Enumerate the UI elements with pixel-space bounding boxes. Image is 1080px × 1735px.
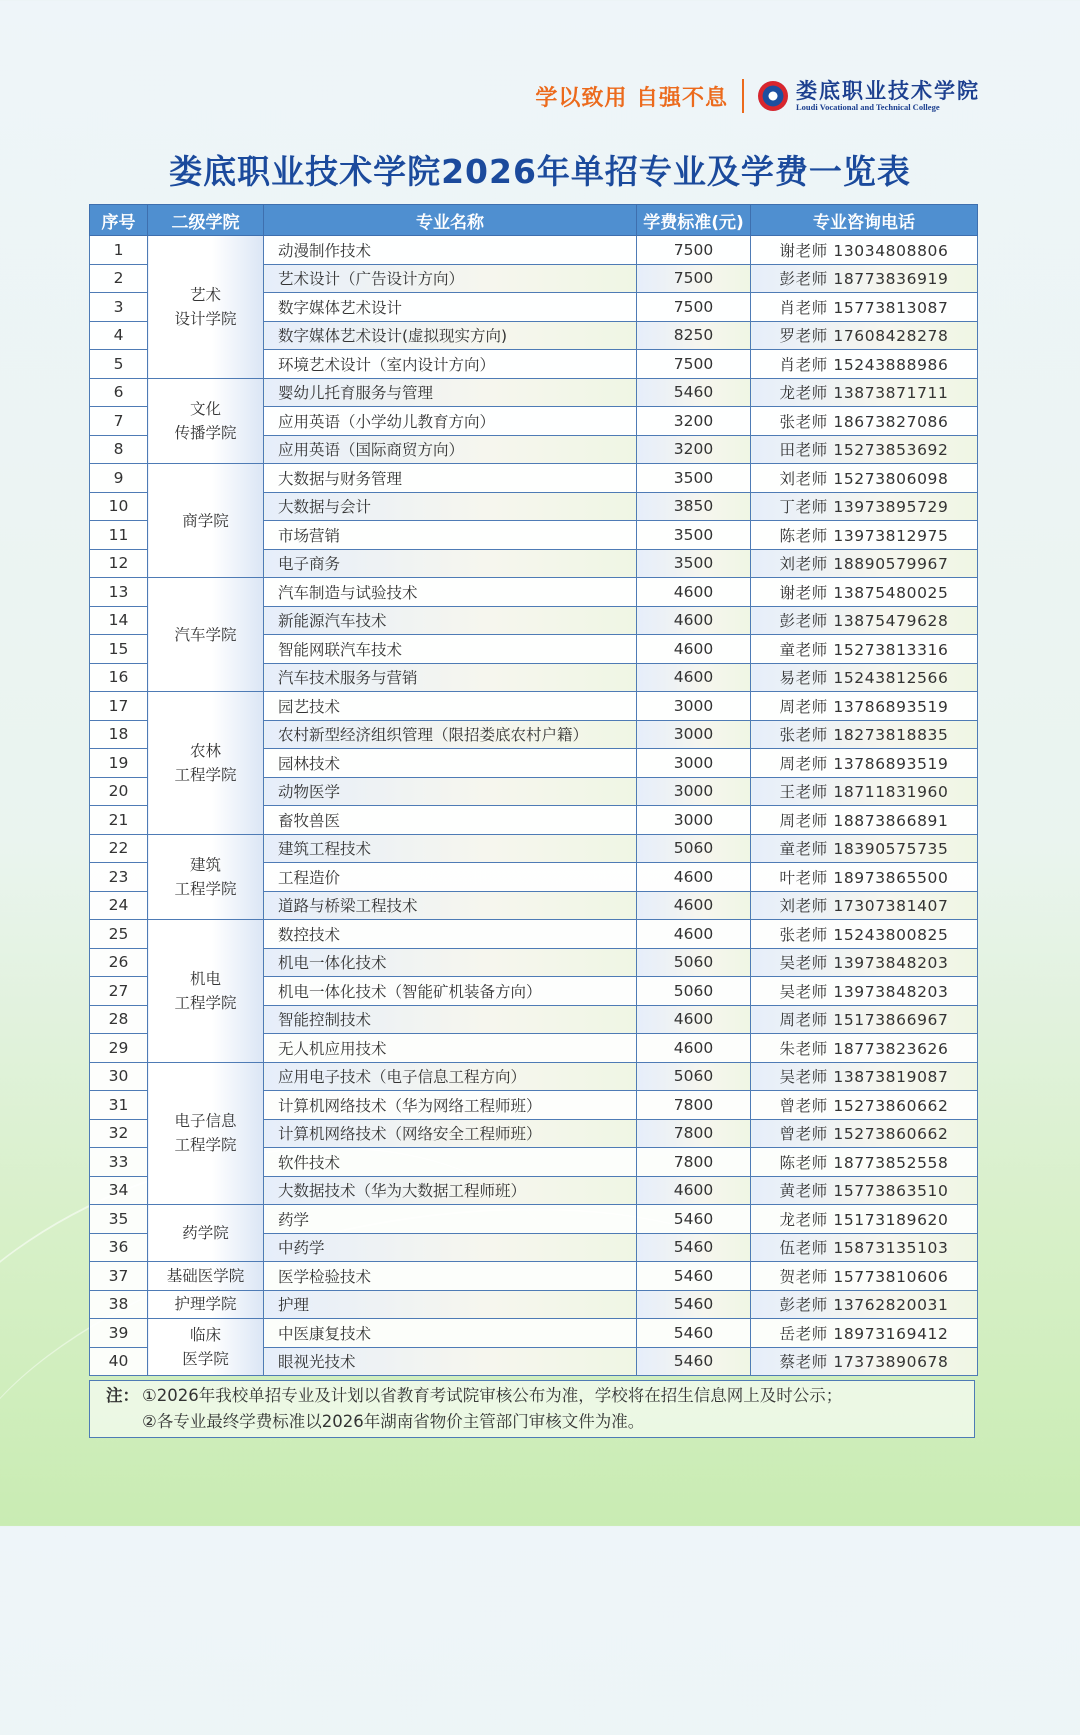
- cell-college: 护理学院: [148, 1290, 264, 1319]
- table-body: [90, 236, 978, 1376]
- cell-major: 工程造价: [264, 863, 637, 892]
- cell-no: 19: [90, 749, 148, 778]
- cell-fee: 4600: [637, 891, 751, 920]
- cell-college: 药学院: [148, 1205, 264, 1262]
- cell-major: 应用电子技术（电子信息工程方向）: [264, 1062, 637, 1091]
- cell-phone: 伍老师 15873135103: [751, 1233, 978, 1262]
- cell-major: 大数据与财务管理: [264, 464, 637, 493]
- footnote-text-1: ①2026年我校单招专业及计划以省教育考试院审核公布为准，学校将在招生信息网上及时公示；: [142, 1386, 843, 1405]
- cell-major: 应用英语（国际商贸方向）: [264, 435, 637, 464]
- cell-no: 23: [90, 863, 148, 892]
- cell-no: 38: [90, 1290, 148, 1319]
- cell-phone: 彭老师 13762820031: [751, 1290, 978, 1319]
- cell-phone: 谢老师 13875480025: [751, 578, 978, 607]
- cell-fee: 3850: [637, 492, 751, 521]
- footnote-label: 注：: [106, 1386, 139, 1405]
- cell-major: 市场营销: [264, 521, 637, 550]
- cell-major: 计算机网络技术（网络安全工程师班）: [264, 1119, 637, 1148]
- cell-major: 机电一体化技术（智能矿机装备方向）: [264, 977, 637, 1006]
- table-row: [90, 1290, 978, 1319]
- cell-major: 药学: [264, 1205, 637, 1234]
- major-fee-table: [89, 204, 978, 1376]
- cell-no: 28: [90, 1005, 148, 1034]
- cell-major: 环境艺术设计（室内设计方向）: [264, 350, 637, 379]
- cell-fee: 5460: [637, 1319, 751, 1348]
- cell-no: 7: [90, 407, 148, 436]
- cell-no: 2: [90, 264, 148, 293]
- cell-college: 农林 工程学院: [148, 692, 264, 835]
- cell-no: 29: [90, 1034, 148, 1063]
- table-row: [90, 1262, 978, 1291]
- cell-college: 电子信息 工程学院: [148, 1062, 264, 1205]
- cell-phone: 吴老师 13873819087: [751, 1062, 978, 1091]
- cell-phone: 曾老师 15273860662: [751, 1091, 978, 1120]
- cell-phone: 丁老师 13973895729: [751, 492, 978, 521]
- cell-college: 艺术 设计学院: [148, 236, 264, 379]
- cell-no: 22: [90, 834, 148, 863]
- cell-major: 畜牧兽医: [264, 806, 637, 835]
- header-divider: [742, 79, 744, 113]
- cell-no: 17: [90, 692, 148, 721]
- cell-no: 34: [90, 1176, 148, 1205]
- cell-phone: 谢老师 13034808806: [751, 236, 978, 265]
- cell-fee: 3000: [637, 692, 751, 721]
- cell-fee: 7800: [637, 1091, 751, 1120]
- cell-no: 12: [90, 549, 148, 578]
- cell-major: 大数据技术（华为大数据工程师班）: [264, 1176, 637, 1205]
- cell-phone: 刘老师 15273806098: [751, 464, 978, 493]
- cell-no: 4: [90, 321, 148, 350]
- cell-fee: 4600: [637, 1034, 751, 1063]
- cell-major: 医学检验技术: [264, 1262, 637, 1291]
- cell-no: 32: [90, 1119, 148, 1148]
- cell-no: 36: [90, 1233, 148, 1262]
- cell-phone: 陈老师 18773852558: [751, 1148, 978, 1177]
- cell-fee: 7500: [637, 236, 751, 265]
- cell-fee: 3200: [637, 407, 751, 436]
- cell-fee: 3000: [637, 777, 751, 806]
- cell-no: 27: [90, 977, 148, 1006]
- cell-no: 35: [90, 1205, 148, 1234]
- school-logo-icon: [758, 81, 788, 111]
- cell-fee: 3200: [637, 435, 751, 464]
- cell-fee: 4600: [637, 1176, 751, 1205]
- cell-major: 机电一体化技术: [264, 948, 637, 977]
- cell-major: 电子商务: [264, 549, 637, 578]
- cell-major: 动物医学: [264, 777, 637, 806]
- cell-fee: 5460: [637, 378, 751, 407]
- cell-phone: 岳老师 18973169412: [751, 1319, 978, 1348]
- cell-major: 婴幼儿托育服务与管理: [264, 378, 637, 407]
- cell-no: 37: [90, 1262, 148, 1291]
- cell-major: 中药学: [264, 1233, 637, 1262]
- footnote: [89, 1380, 975, 1438]
- cell-no: 10: [90, 492, 148, 521]
- cell-major: 园艺技术: [264, 692, 637, 721]
- cell-no: 31: [90, 1091, 148, 1120]
- cell-phone: 黄老师 15773863510: [751, 1176, 978, 1205]
- cell-phone: 童老师 18390575735: [751, 834, 978, 863]
- table-row: [90, 1319, 978, 1348]
- cell-major: 道路与桥梁工程技术: [264, 891, 637, 920]
- cell-fee: 3500: [637, 464, 751, 493]
- cell-no: 15: [90, 635, 148, 664]
- cell-no: 9: [90, 464, 148, 493]
- table-row: [90, 464, 978, 493]
- cell-fee: 8250: [637, 321, 751, 350]
- cell-phone: 肖老师 15243888986: [751, 350, 978, 379]
- cell-major: 数控技术: [264, 920, 637, 949]
- cell-phone: 易老师 15243812566: [751, 663, 978, 692]
- cell-phone: 刘老师 18890579967: [751, 549, 978, 578]
- cell-no: 14: [90, 606, 148, 635]
- cell-fee: 3000: [637, 720, 751, 749]
- cell-fee: 3000: [637, 749, 751, 778]
- cell-major: 应用英语（小学幼儿教育方向）: [264, 407, 637, 436]
- table-row: [90, 236, 978, 265]
- table-row: [90, 1205, 978, 1234]
- cell-college: 商学院: [148, 464, 264, 578]
- cell-fee: 5460: [637, 1233, 751, 1262]
- cell-college: 建筑 工程学院: [148, 834, 264, 920]
- cell-no: 13: [90, 578, 148, 607]
- cell-major: 艺术设计（广告设计方向）: [264, 264, 637, 293]
- cell-fee: 4600: [637, 1005, 751, 1034]
- cell-major: 数字媒体艺术设计: [264, 293, 637, 322]
- cell-major: 大数据与会计: [264, 492, 637, 521]
- cell-phone: 肖老师 15773813087: [751, 293, 978, 322]
- cell-fee: 5060: [637, 948, 751, 977]
- cell-phone: 吴老师 13973848203: [751, 948, 978, 977]
- cell-no: 8: [90, 435, 148, 464]
- school-name-en: Loudi Vocational and Technical College: [796, 102, 940, 112]
- table-row: [90, 920, 978, 949]
- cell-phone: 彭老师 13875479628: [751, 606, 978, 635]
- table-header-row: [90, 205, 978, 236]
- cell-major: 汽车制造与试验技术: [264, 578, 637, 607]
- cell-major: 护理: [264, 1290, 637, 1319]
- table-row: [90, 1062, 978, 1091]
- cell-phone: 彭老师 18773836919: [751, 264, 978, 293]
- cell-fee: 4600: [637, 663, 751, 692]
- slogan: 学以致用 自强不息: [535, 85, 728, 111]
- cell-no: 5: [90, 350, 148, 379]
- header-major: 专业名称: [264, 205, 637, 236]
- table-row: [90, 834, 978, 863]
- cell-fee: 5460: [637, 1347, 751, 1376]
- cell-major: 计算机网络技术（华为网络工程师班）: [264, 1091, 637, 1120]
- cell-phone: 周老师 15173866967: [751, 1005, 978, 1034]
- cell-phone: 田老师 15273853692: [751, 435, 978, 464]
- cell-phone: 龙老师 13873871711: [751, 378, 978, 407]
- cell-no: 1: [90, 236, 148, 265]
- cell-no: 11: [90, 521, 148, 550]
- cell-fee: 5460: [637, 1262, 751, 1291]
- cell-phone: 张老师 15243800825: [751, 920, 978, 949]
- cell-phone: 罗老师 17608428278: [751, 321, 978, 350]
- cell-major: 数字媒体艺术设计(虚拟现实方向): [264, 321, 637, 350]
- table-row: [90, 378, 978, 407]
- cell-fee: 4600: [637, 606, 751, 635]
- cell-fee: 3000: [637, 806, 751, 835]
- cell-college: 文化 传播学院: [148, 378, 264, 464]
- cell-fee: 7500: [637, 293, 751, 322]
- cell-phone: 童老师 15273813316: [751, 635, 978, 664]
- cell-major: 智能网联汽车技术: [264, 635, 637, 664]
- cell-major: 智能控制技术: [264, 1005, 637, 1034]
- footnote-line: [106, 1409, 974, 1435]
- cell-phone: 周老师 18873866891: [751, 806, 978, 835]
- cell-fee: 4600: [637, 578, 751, 607]
- cell-fee: 3500: [637, 549, 751, 578]
- cell-major: 动漫制作技术: [264, 236, 637, 265]
- cell-fee: 5060: [637, 977, 751, 1006]
- cell-college: 基础医学院: [148, 1262, 264, 1291]
- header-no: 序号: [90, 205, 148, 236]
- cell-no: 30: [90, 1062, 148, 1091]
- cell-no: 16: [90, 663, 148, 692]
- cell-major: 无人机应用技术: [264, 1034, 637, 1063]
- cell-fee: 5060: [637, 834, 751, 863]
- cell-phone: 刘老师 17307381407: [751, 891, 978, 920]
- header-phone: 专业咨询电话: [751, 205, 978, 236]
- table-row: [90, 578, 978, 607]
- header-fee: 学费标准(元): [637, 205, 751, 236]
- cell-major: 农村新型经济组织管理（限招娄底农村户籍）: [264, 720, 637, 749]
- cell-major: 新能源汽车技术: [264, 606, 637, 635]
- cell-major: 眼视光技术: [264, 1347, 637, 1376]
- cell-major: 汽车技术服务与营销: [264, 663, 637, 692]
- table-row: [90, 692, 978, 721]
- cell-no: 26: [90, 948, 148, 977]
- cell-no: 20: [90, 777, 148, 806]
- cell-fee: 5060: [637, 1062, 751, 1091]
- cell-phone: 龙老师 15173189620: [751, 1205, 978, 1234]
- cell-fee: 4600: [637, 863, 751, 892]
- cell-no: 40: [90, 1347, 148, 1376]
- footnote-line: [106, 1383, 974, 1409]
- cell-fee: 5460: [637, 1205, 751, 1234]
- cell-fee: 7500: [637, 350, 751, 379]
- cell-no: 39: [90, 1319, 148, 1348]
- cell-phone: 曾老师 15273860662: [751, 1119, 978, 1148]
- cell-no: 24: [90, 891, 148, 920]
- cell-college: 机电 工程学院: [148, 920, 264, 1063]
- cell-fee: 7800: [637, 1148, 751, 1177]
- cell-major: 中医康复技术: [264, 1319, 637, 1348]
- cell-major: 软件技术: [264, 1148, 637, 1177]
- header-college: 二级学院: [148, 205, 264, 236]
- cell-college: 临床 医学院: [148, 1319, 264, 1376]
- cell-phone: 吴老师 13973848203: [751, 977, 978, 1006]
- cell-fee: 4600: [637, 920, 751, 949]
- cell-phone: 朱老师 18773823626: [751, 1034, 978, 1063]
- cell-phone: 王老师 18711831960: [751, 777, 978, 806]
- cell-phone: 陈老师 13973812975: [751, 521, 978, 550]
- school-name: [796, 80, 980, 112]
- cell-phone: 周老师 13786893519: [751, 749, 978, 778]
- cell-college: 汽车学院: [148, 578, 264, 692]
- cell-no: 6: [90, 378, 148, 407]
- cell-no: 25: [90, 920, 148, 949]
- cell-fee: 7800: [637, 1119, 751, 1148]
- cell-major: 园林技术: [264, 749, 637, 778]
- cell-fee: 4600: [637, 635, 751, 664]
- cell-no: 18: [90, 720, 148, 749]
- cell-no: 33: [90, 1148, 148, 1177]
- cell-phone: 蔡老师 17373890678: [751, 1347, 978, 1376]
- page-title: 娄底职业技术学院2026年单招专业及学费一览表: [169, 152, 911, 191]
- cell-major: 建筑工程技术: [264, 834, 637, 863]
- cell-fee: 5460: [637, 1290, 751, 1319]
- school-name-cn: 娄底职业技术学院: [796, 78, 980, 103]
- cell-phone: 张老师 18273818835: [751, 720, 978, 749]
- cell-phone: 周老师 13786893519: [751, 692, 978, 721]
- cell-no: 3: [90, 293, 148, 322]
- cell-phone: 叶老师 18973865500: [751, 863, 978, 892]
- header-bar: [535, 76, 980, 116]
- cell-no: 21: [90, 806, 148, 835]
- footnote-text-2: ②各专业最终学费标准以2026年湖南省物价主管部门审核文件为准。: [142, 1412, 645, 1431]
- cell-fee: 7500: [637, 264, 751, 293]
- cell-fee: 3500: [637, 521, 751, 550]
- cell-phone: 张老师 18673827086: [751, 407, 978, 436]
- cell-phone: 贺老师 15773810606: [751, 1262, 978, 1291]
